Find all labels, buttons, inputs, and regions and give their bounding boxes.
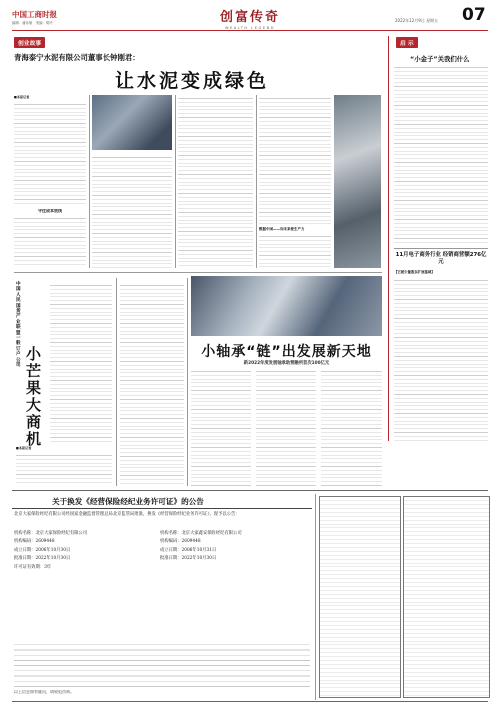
page-bottom-rule bbox=[12, 701, 488, 702]
text-block bbox=[92, 154, 172, 268]
center-story-subheadline: 新2022年度发展轴承助营融所首次100亿元 bbox=[243, 361, 330, 366]
notice-left-item: 机构编码：2609448 bbox=[14, 539, 55, 545]
text-block bbox=[14, 215, 86, 267]
notice-title-bar bbox=[12, 494, 312, 509]
text-block bbox=[178, 95, 253, 268]
text-block bbox=[394, 64, 488, 244]
notice-body bbox=[14, 640, 310, 696]
right-col-sub-heading: 【它被少量股东扩展基础】 bbox=[394, 270, 435, 274]
left-story-kicker: 青海泰宁水泥有限公司董事长钟刚君： bbox=[14, 53, 140, 62]
notice-footer-note: 以上信息如有疑问，请致电咨询。 bbox=[14, 690, 74, 694]
left-story-subhead-1: 守住成本底线 bbox=[38, 209, 62, 214]
notice-left-item: 机构名称：北京大家保险经纪有限公司 bbox=[14, 531, 88, 536]
masthead-rule bbox=[12, 30, 488, 31]
text-block bbox=[14, 640, 310, 688]
notice-right-item: 批准日期：2022年10月30日 bbox=[160, 556, 217, 562]
left-bottom-byline: ■本报记者 bbox=[16, 446, 32, 450]
left-bottom-headline: 小芒果大商机 bbox=[26, 345, 42, 448]
left-story-photo-2 bbox=[334, 95, 381, 268]
text-block bbox=[16, 452, 112, 484]
right-col-headline: “小金子”关我们什么 bbox=[410, 55, 470, 63]
paper-name: 中国工商时报 bbox=[12, 10, 57, 19]
section-tag-story: 创业故事 bbox=[14, 37, 45, 48]
right-col-body-2 bbox=[394, 277, 488, 441]
right-col-news-headline: 11月电子商务行业 经销商营额276亿元 bbox=[395, 252, 487, 265]
notice-right-item: 机构名称：北京大家鑫安保险经纪有限公司 bbox=[160, 531, 242, 536]
center-story-photo bbox=[191, 276, 382, 336]
section-title-en: WEALTH LEGEND bbox=[224, 26, 276, 30]
notice-right-list bbox=[160, 530, 310, 564]
col-divider bbox=[256, 95, 257, 268]
notice-title: 关于换发《经营保险经纪业务许可证》的公告 bbox=[52, 497, 204, 506]
notice-left-item: 成立日期：2006年10月30日 bbox=[14, 547, 71, 553]
right-col-rule bbox=[394, 248, 488, 249]
text-block bbox=[191, 368, 251, 486]
right-col-divider bbox=[388, 36, 389, 441]
text-block bbox=[394, 277, 488, 441]
left-story-byline: ■本报记者 bbox=[14, 95, 30, 99]
page-number: 07 bbox=[462, 5, 486, 25]
notice-table-1 bbox=[319, 496, 401, 698]
text-block bbox=[14, 101, 86, 207]
right-col-body-1 bbox=[394, 64, 488, 244]
date-text: 2022年12月9日 bbox=[395, 18, 425, 23]
left-story-headline: 让水泥变成绿色 bbox=[115, 70, 270, 92]
center-story-col-1 bbox=[191, 368, 251, 486]
notice-left-list bbox=[14, 530, 154, 572]
col-divider bbox=[175, 95, 176, 268]
issue-date bbox=[395, 18, 438, 24]
notice-left-item: 许可证有效期：3年 bbox=[14, 564, 52, 570]
text-block bbox=[256, 368, 316, 486]
section-title: 创富传奇 bbox=[219, 10, 280, 25]
section-logo bbox=[200, 6, 300, 30]
text-block bbox=[259, 233, 331, 268]
notice-intro: 北京大家保险经纪有限公司经国家金融监督管理总局北京监管局批准，换发《经营保险经纪业务许可证》，现予以公告： bbox=[14, 512, 240, 517]
left-bottom-kicker: 中国人民国货产业联盟一般订户公司 bbox=[16, 282, 21, 369]
col-divider bbox=[116, 278, 117, 486]
text-block bbox=[50, 282, 112, 442]
center-story-col-3 bbox=[321, 368, 382, 486]
left-story-col-1 bbox=[14, 95, 86, 268]
left-bottom-col-3 bbox=[120, 282, 184, 486]
left-story-subhead-2: 数据中国——向未来要生产力 bbox=[259, 227, 305, 231]
notice-right-item: 成立日期：2006年10月31日 bbox=[160, 547, 217, 553]
center-story-headline: 小轴承“链”出发展新天地 bbox=[201, 344, 372, 360]
left-story-col-3 bbox=[178, 95, 253, 268]
notice-right-item: 机构编码：2609448 bbox=[160, 539, 201, 545]
center-story-col-2 bbox=[256, 368, 316, 486]
text-block bbox=[259, 95, 331, 225]
text-block bbox=[120, 282, 184, 486]
notice-left-item: 批准日期：2022年10月30日 bbox=[14, 556, 71, 562]
left-story-col-2 bbox=[92, 154, 172, 268]
notice-table-2 bbox=[403, 496, 490, 698]
section-rule bbox=[14, 272, 382, 273]
left-bottom-col-2 bbox=[16, 452, 112, 484]
left-bottom-col-1 bbox=[50, 282, 112, 442]
text-block bbox=[321, 368, 382, 486]
paper-meta: 编辑：潘诗敏 美编：胡玲 bbox=[12, 21, 53, 25]
section-tag-insight: 启 示 bbox=[396, 37, 418, 48]
weekday-text: 星期五 bbox=[426, 18, 439, 23]
left-story-col-4 bbox=[259, 95, 331, 268]
left-story-photo bbox=[92, 95, 172, 150]
col-divider bbox=[89, 95, 90, 268]
notice-top-rule bbox=[12, 490, 488, 491]
masthead bbox=[0, 0, 500, 30]
notice-divider bbox=[315, 494, 316, 700]
col-divider bbox=[187, 278, 188, 486]
